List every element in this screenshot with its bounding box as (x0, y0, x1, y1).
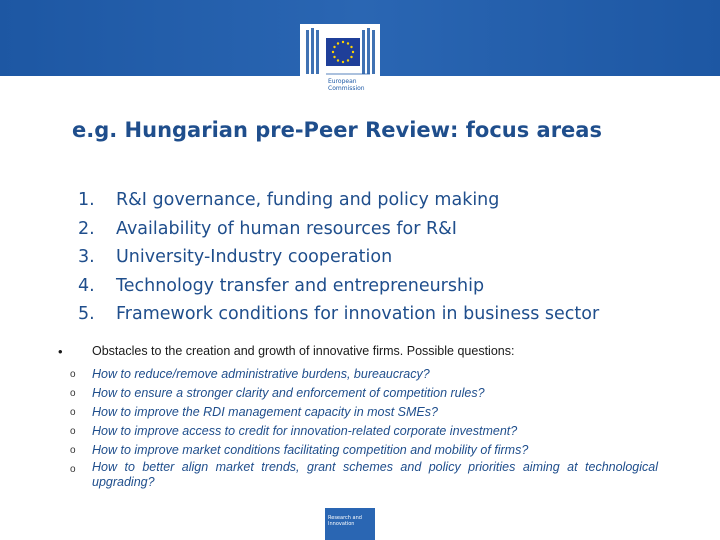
item-number: 4. (78, 275, 95, 296)
question-text: How to improve access to credit for innovation-related corporate investment? (92, 424, 518, 438)
badge-text (328, 515, 362, 527)
item-text: Framework conditions for innovation in business sector (116, 304, 600, 324)
circle-bullet-icon: o (70, 426, 76, 437)
circle-bullet-icon: o (70, 388, 76, 399)
circle-bullet-icon: o (70, 407, 76, 418)
question-item (58, 384, 658, 403)
item-number: 2. (78, 218, 95, 239)
questions-section (58, 344, 658, 490)
european-commission-logo (300, 24, 380, 98)
question-item (58, 460, 658, 490)
questions-list (58, 365, 658, 490)
questions-heading-text: Obstacles to the creation and growth of innovative firms. Possible questions: (92, 344, 515, 358)
focus-area-item (78, 276, 599, 305)
focus-areas-list (78, 190, 599, 333)
item-text: R&I governance, funding and policy making (116, 190, 500, 210)
circle-bullet-icon: o (70, 464, 76, 475)
item-text: Availability of human resources for R&I (116, 218, 457, 239)
question-item (58, 403, 658, 422)
question-text: How to ensure a stronger clarity and enforcement of competition rules? (92, 386, 485, 400)
question-item (58, 441, 658, 460)
question-item (58, 422, 658, 441)
focus-area-item (78, 247, 599, 276)
logo-text-line1: European (328, 78, 357, 85)
bullet-icon: • (58, 344, 63, 359)
question-text: How to improve market conditions facilitating competition and mobility of firms? (92, 443, 529, 457)
logo-text (328, 78, 365, 92)
item-number: 5. (78, 304, 95, 324)
badge-line2: Innovation (328, 521, 355, 527)
item-text: Technology transfer and entrepreneurship (116, 275, 485, 296)
questions-heading (58, 344, 658, 359)
item-text: University-Industry cooperation (116, 247, 393, 267)
circle-bullet-icon: o (70, 369, 76, 380)
question-text: How to improve the RDI management capacity in most SMEs? (92, 405, 438, 419)
focus-area-item (78, 304, 599, 333)
circle-bullet-icon: o (70, 445, 76, 456)
research-innovation-badge (325, 508, 375, 540)
item-number: 3. (78, 247, 95, 267)
logo-text-line2: Commission (328, 85, 365, 92)
question-text: How to reduce/remove administrative burdens, bureaucracy? (92, 367, 430, 381)
focus-area-item (78, 190, 599, 219)
item-number: 1. (78, 190, 95, 210)
badge-line1: Research and (328, 515, 362, 521)
slide-title: e.g. Hungarian pre-Peer Review: focus areas (72, 118, 602, 142)
focus-area-item (78, 219, 599, 248)
question-item (58, 365, 658, 384)
question-text: How to better align market trends, grant schemes and policy priorities aiming at technological upgrading? (92, 460, 658, 489)
